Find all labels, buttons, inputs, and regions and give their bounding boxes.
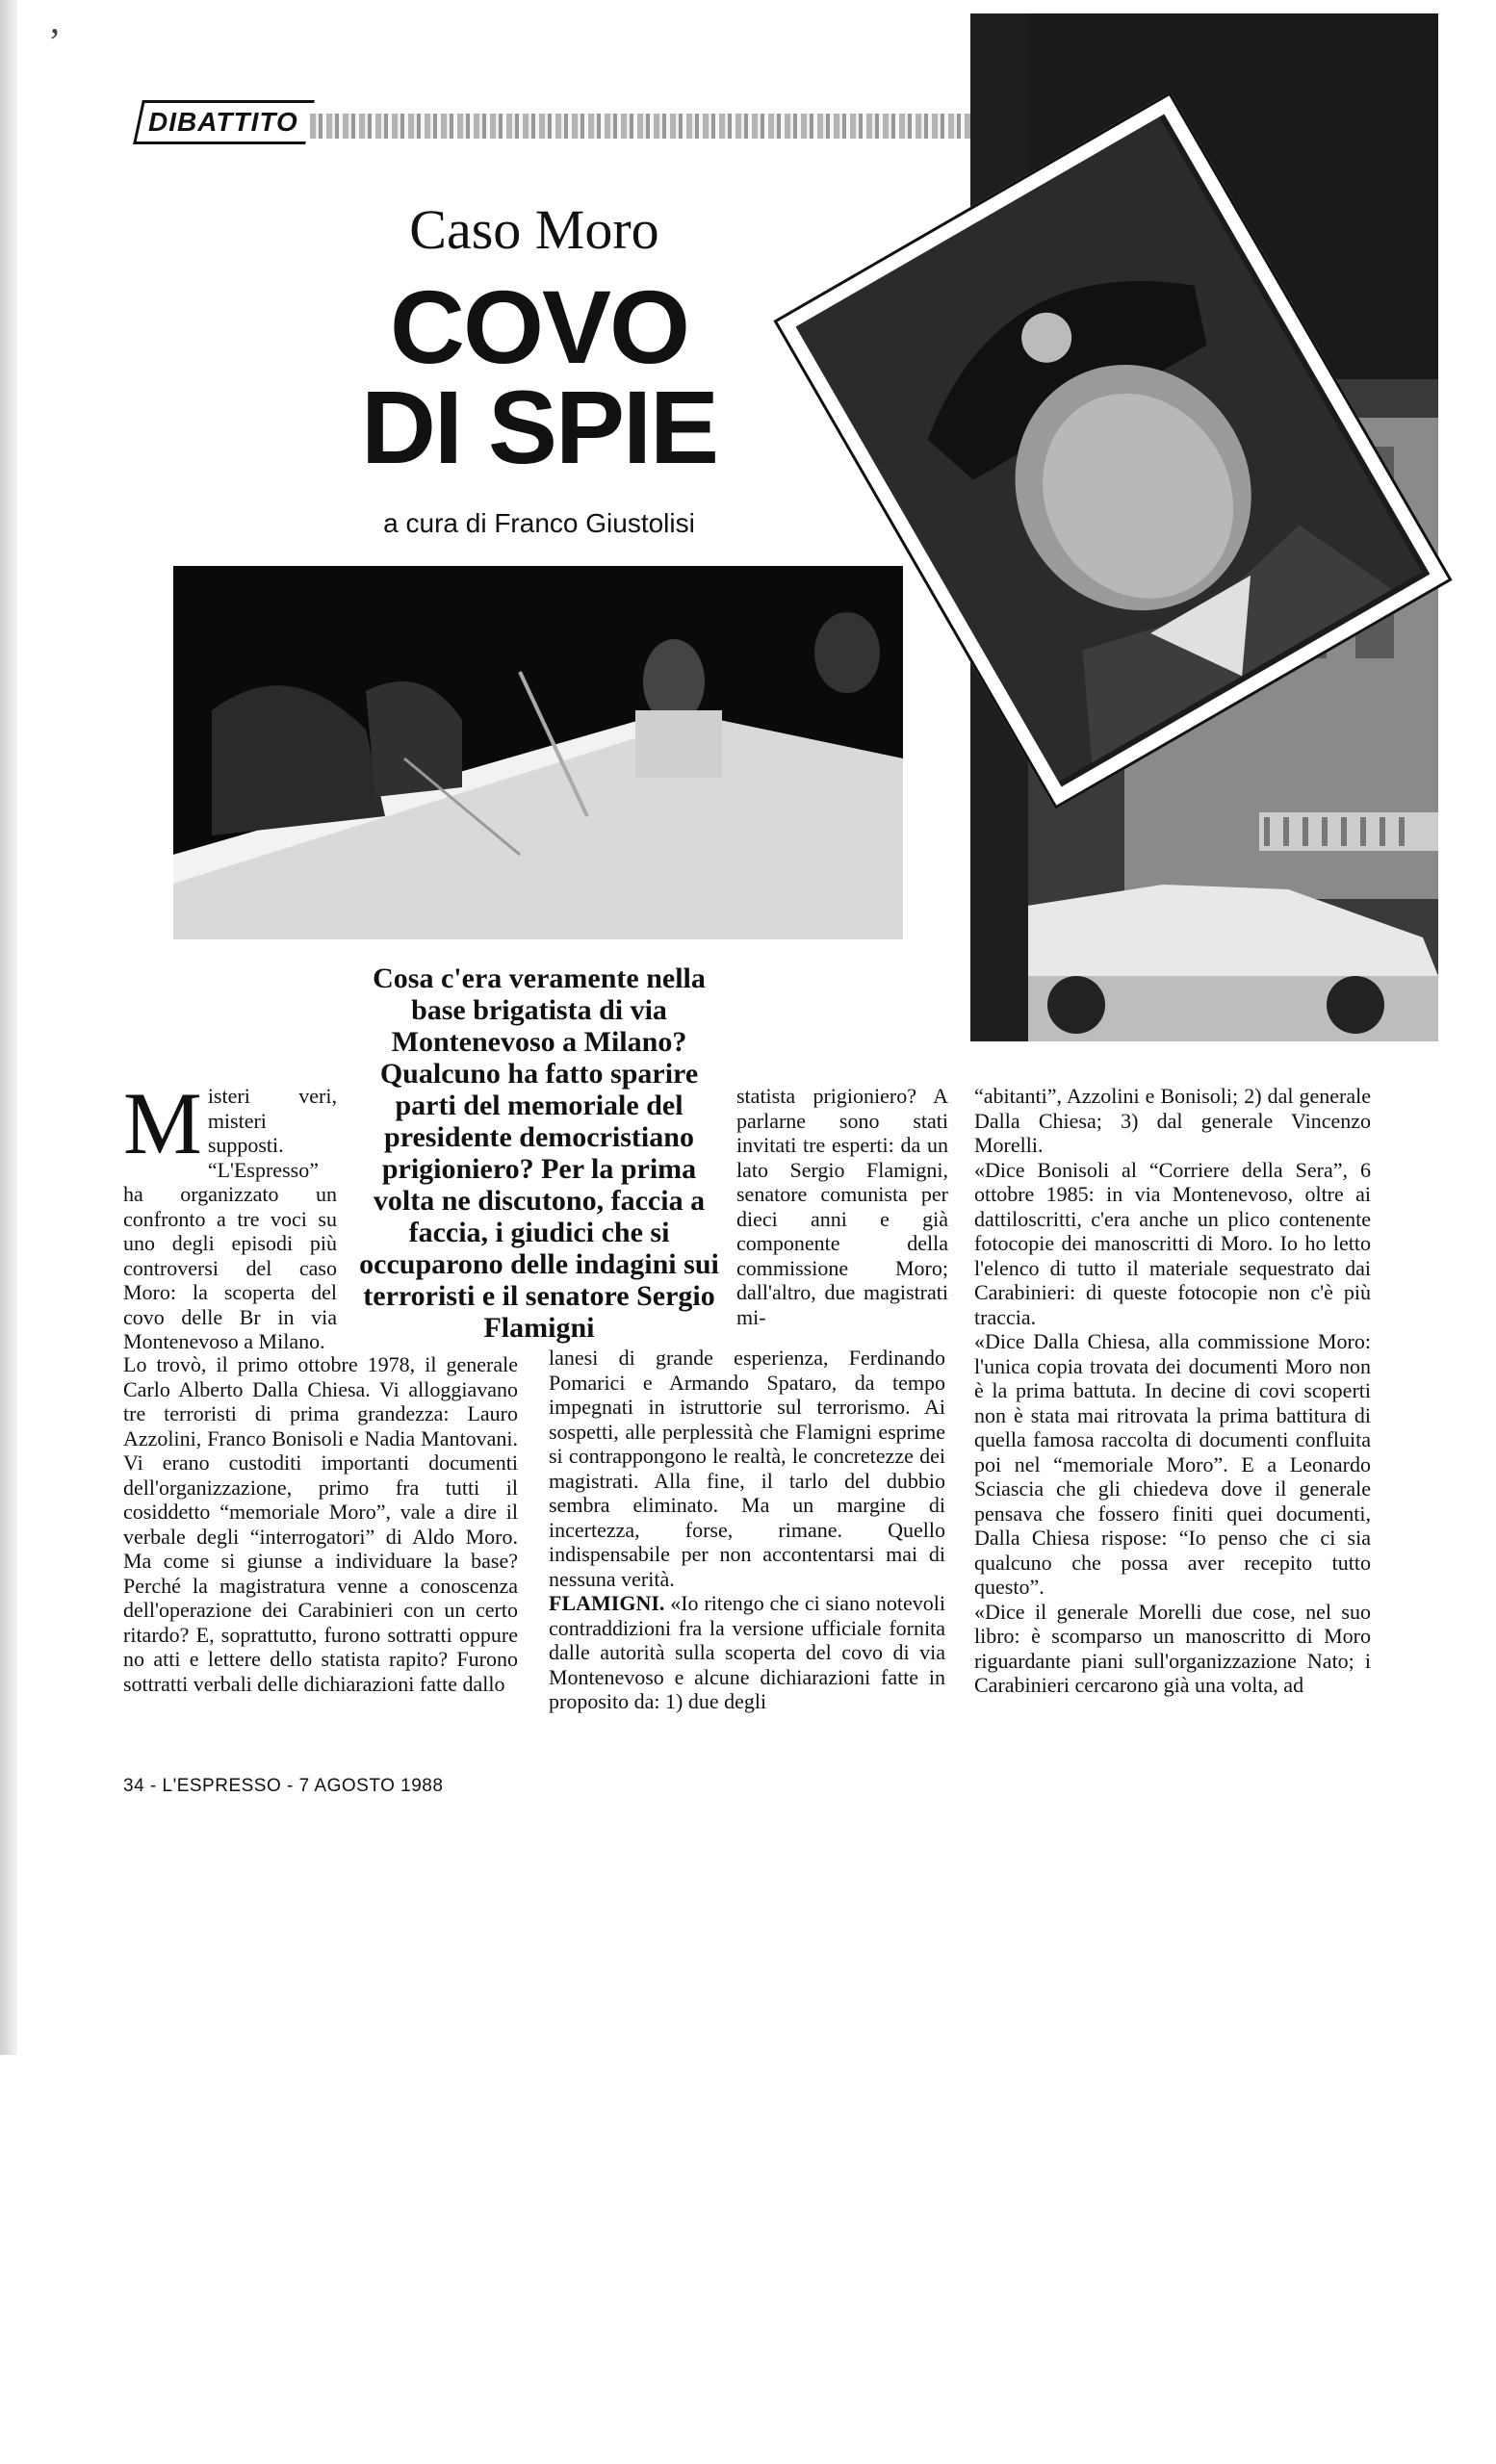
drop-cap: M [123,1074,202,1172]
body-column-2-top [736,1084,948,1329]
section-tag [133,100,315,144]
speaker-text: «Io ritengo che ci siano notevoli contraddizioni fra la versione ufficiale fornita dalle autorità sulla scoperta del covo di via Montenevoso e alcune dichiarazioni fatte in proposito da: 1) due degli [549,1591,945,1713]
section-rule [310,114,974,139]
body-column-3 [974,1084,1371,1698]
scan-edge [0,0,17,2055]
byline: a cura di Franco Giustolisi [383,508,695,538]
col3-paragraph: «Dice il generale Morelli due cose, nel suo libro: è scomparso un manoscritto di Moro riguardante piani sull'organizzazione Nato; i Carabinieri cercarono già una volta, ad [974,1599,1371,1697]
col2-flamigni-paragraph [549,1591,945,1714]
body-column-1-top [123,1074,337,1354]
headline [289,269,789,485]
deck: Cosa c'era veramente nella base brigatista di via Montenevoso a Milano? Qualcuno ha fatto sparire parti del memoriale del presidente democristiano prigioniero? Per la prima volta ne discutono, faccia a faccia, i giudici che si occuparono delle indagini sui terroristi e il senatore Sergio Flamigni [359,962,719,1344]
col3-paragraph: “abitanti”, Azzolini e Bonisoli; 2) dal generale Dalla Chiesa; 3) dal generale Vincenzo Morelli. [974,1084,1371,1157]
intro-continued: Lo trovò, il primo ottobre 1978, il generale Carlo Alberto Dalla Chiesa. Vi alloggiavano tre terroristi di prima grandezza: Lauro Azzolini, Franco Bonisoli e Nadia Mantovani. Vi erano custoditi importanti documenti dell'organizzazione, primo fra tutti il cosiddetto “memoriale Moro”, vale a dire il verbale degli “interrogatori” di Aldo Moro. Ma come si giunse a individuare la base? Perché la magistratura venne a conoscenza dell'operazione dei Carabinieri con un certo ritardo? E, soprattutto, furono sottratti oppure no atti e lettere dello statista rapito? Furono sottratti verbali delle dichiarazioni fatte dallo [123,1352,518,1696]
body-column-2-bottom [549,1346,945,1714]
col2-intro-text: statista prigioniero? A parlarne sono stati invitati tre esperti: da un lato Sergio Flamigni, senatore comunista per dieci anni e già componente della commissione Moro; dall'altro, due magistrati mi- [736,1084,948,1329]
kicker: Caso Moro [409,198,659,261]
headline-line-1: COVO [389,269,689,385]
speaker-name: FLAMIGNI. [549,1591,665,1615]
col2-body-text: lanesi di grande esperienza, Ferdinando Pomarici e Armando Spataro, da tempo impegnati in istruttorie sul terrorismo. Ai sospetti, alle perplessità che Flamigni esprime si contrappongono le realtà, le concretezze dei magistrati. Alla fine, il tarlo del dubbio sembra eliminato. Ma un margine di incertezza, forse, rimane. Quello indispensabile per non accontentarsi mai di nessuna verità. [549,1346,945,1591]
section-label: DIBATTITO [148,107,298,137]
col3-paragraph: «Dice Bonisoli al “Corriere della Sera”, 6 ottobre 1985: in via Montenevoso, oltre ai dattiloscritti, c'era anche un plico contenente fotocopie dei manoscritti di Moro. Io ho letto l'elenco di tutto il materiale sequestrato dai Carabinieri: di queste fotocopie non c'è più traccia. [974,1157,1371,1329]
col3-paragraph: «Dice Dalla Chiesa, alla commissione Moro: l'unica copia trovata dei documenti Moro non è la prima battuta. In decine di covi scoperti non è stata mai ritrovata la prima battitura di quella famosa raccolta di documenti confluita poi nel “memoriale Moro”. E a Leonardo Sciascia che gli chiedeva dove il generale pensava che fossero finiti quei documenti, Dalla Chiesa rispose: “Io penso che ci sia qualcuno che possa aver recepito tutto questo”. [974,1329,1371,1599]
scan-mark: ʼ [48,20,62,64]
intro-text: isteri veri, misteri supposti. “L'Espresso” ha organizzato un confronto a tre voci su uno degli episodi più controversi del caso Moro: la scoperta del covo delle Br in via Montenevoso a Milano. [123,1084,337,1353]
headline-line-2: DI SPIE [360,369,718,485]
page-folio: 34 - L'ESPRESSO - 7 AGOSTO 1988 [123,1776,444,1796]
meeting-photo [173,566,903,939]
body-column-1-bottom [123,1352,518,1696]
